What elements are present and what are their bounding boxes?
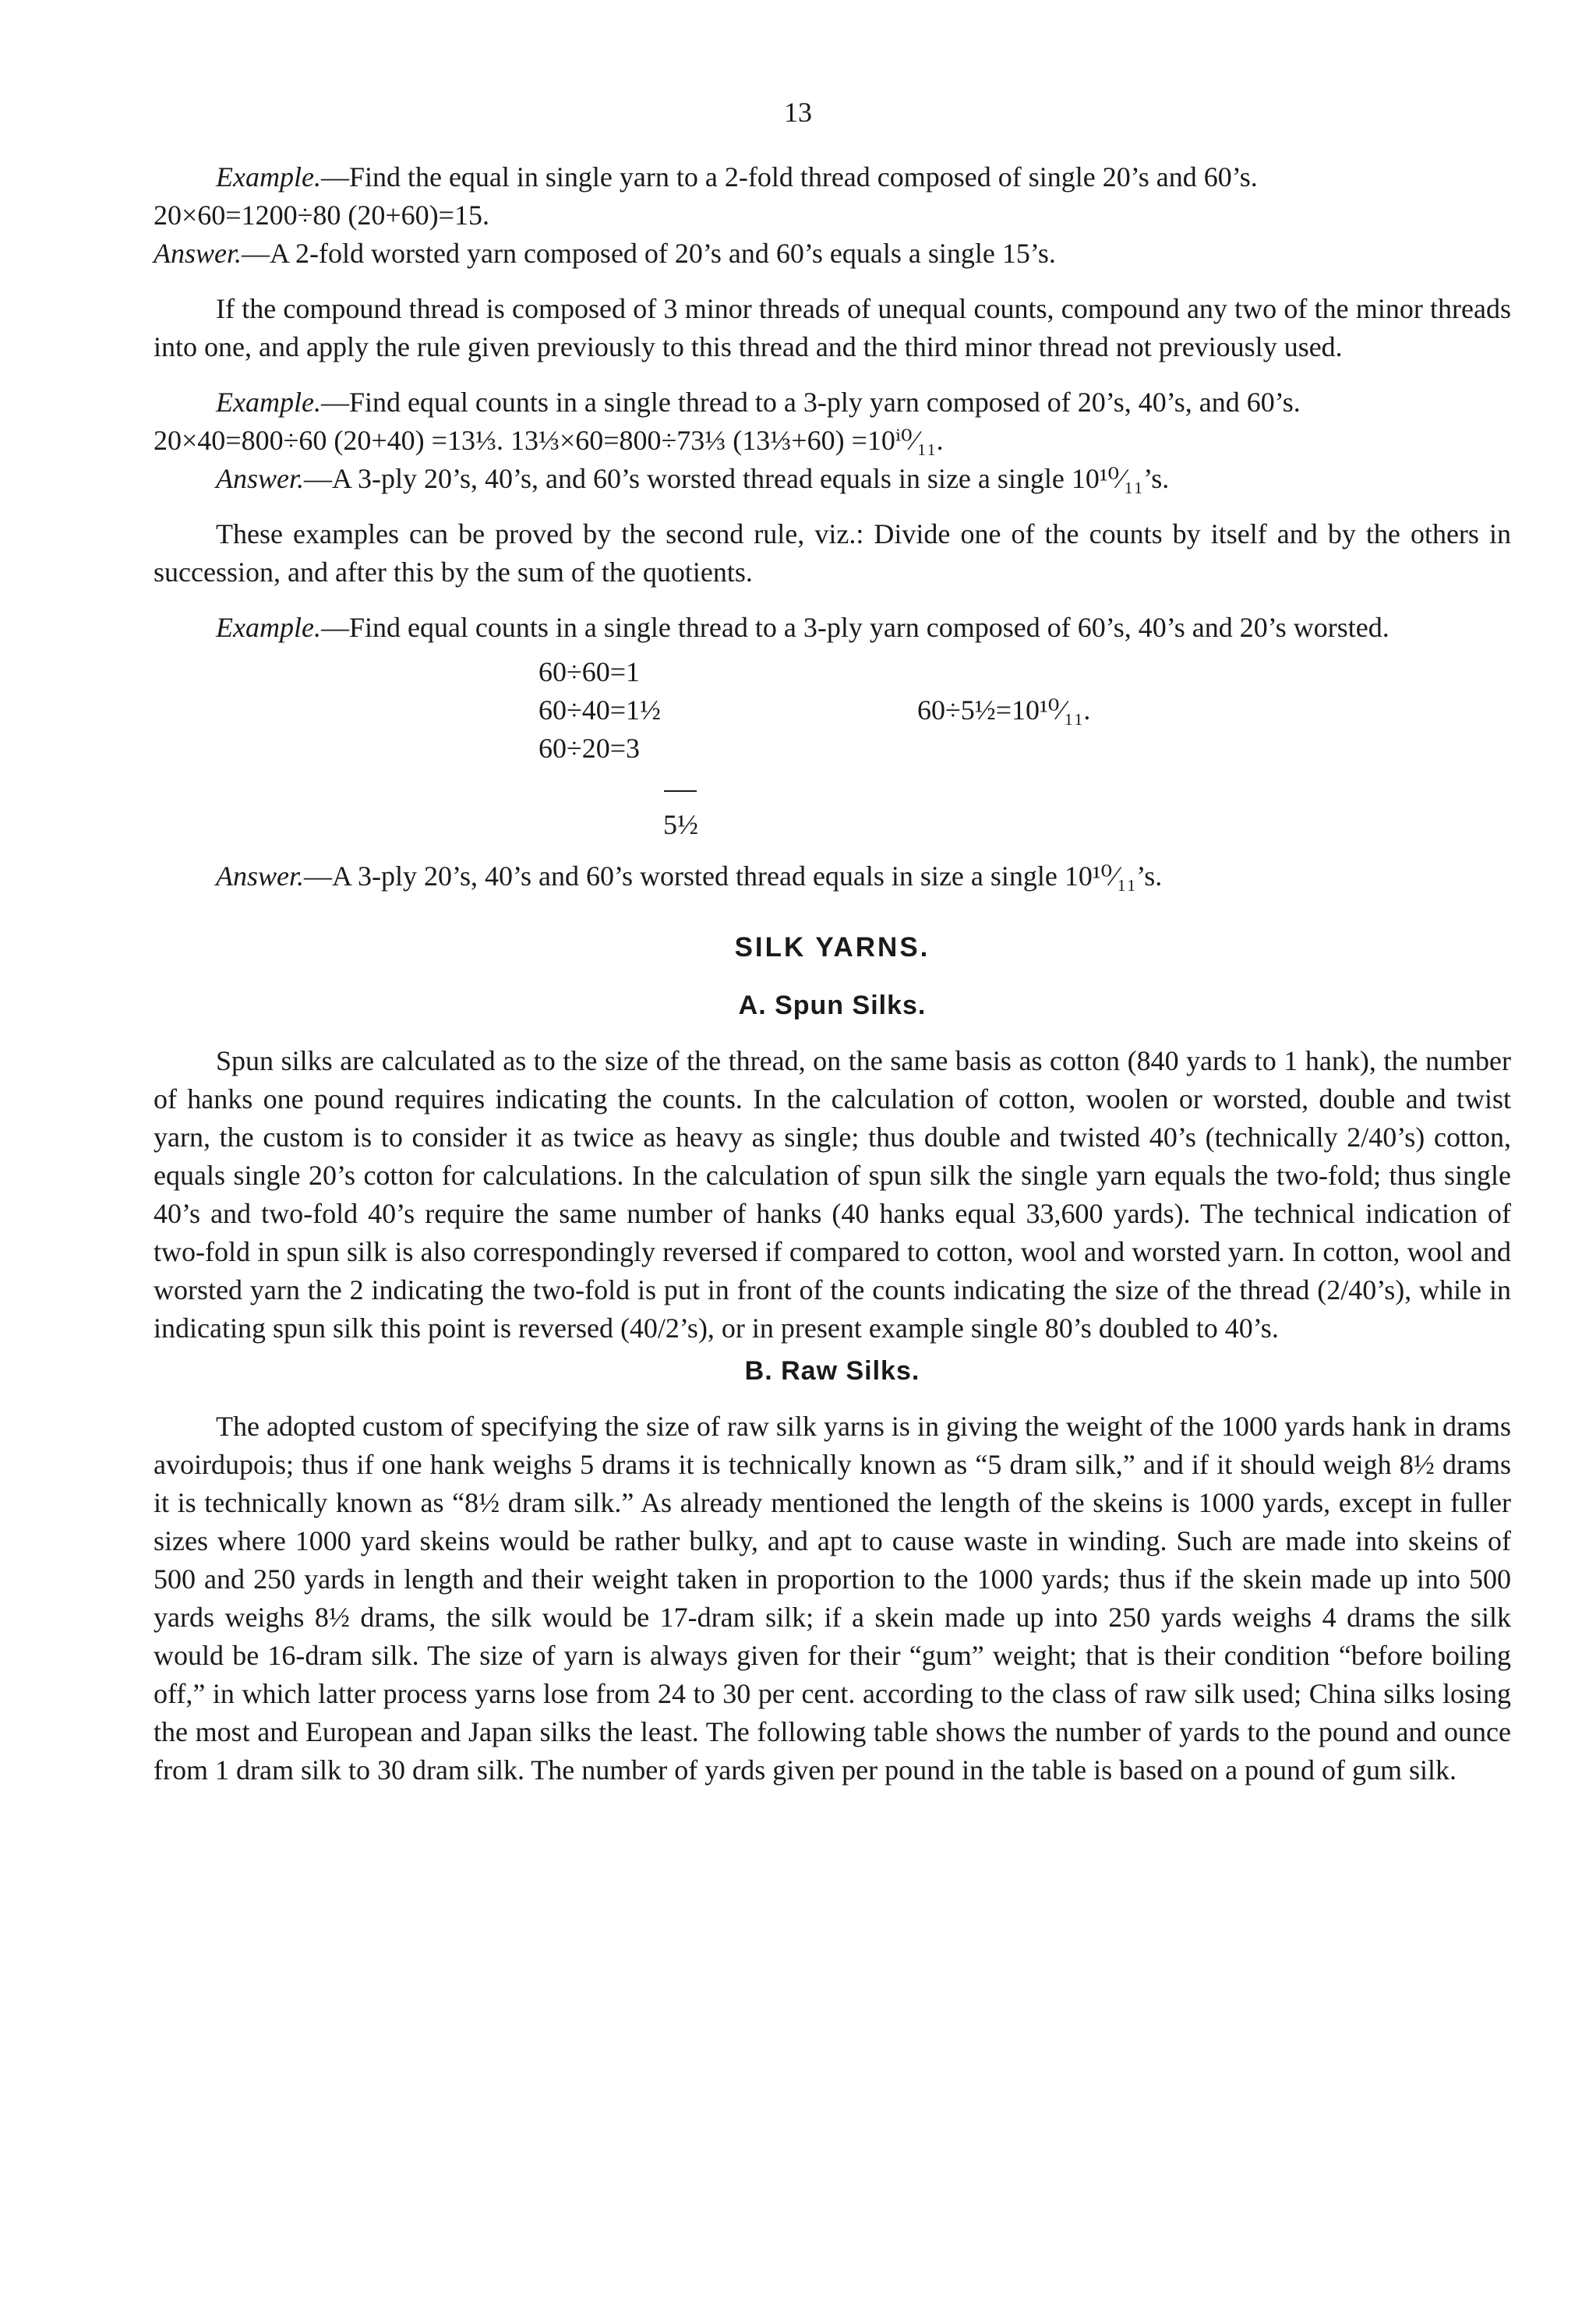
example-2-label: Example. [216, 387, 321, 418]
example-3-answer-label: Answer. [216, 860, 305, 892]
section-title-silk-yarns: SILK YARNS. [734, 932, 930, 963]
example-2-calculation: 20×40=800÷60 (20+40) =13⅓. 13⅓×60=800÷73⅓ (13⅓+60) =10ⁱ⁰⁄₁₁. [154, 425, 944, 456]
calc-sum: 5½ [663, 809, 698, 840]
paragraph-proof-rule: These examples can be proved by the second rule, viz.: Divide one of the counts by itself and by the others in succession, and after this by the sum of the quotients. [154, 518, 1511, 588]
calc-line-3: 60÷20=3 [538, 733, 641, 764]
example-3 [154, 609, 1511, 647]
example-1-label: Example. [216, 161, 321, 193]
example-2 [154, 383, 1511, 422]
calc-side-result: 60÷5½=10¹⁰⁄₁₁. [917, 694, 1091, 726]
example-1-text: —Find the equal in single yarn to a 2-fold thread composed of single 20’s and 60’s. [320, 161, 1258, 193]
example-1-answer-label: Answer. [154, 238, 242, 269]
example-3-answer [154, 857, 1511, 896]
calc-line-1: 60÷60=1 [538, 656, 641, 687]
sum-rule [664, 790, 697, 792]
example-3-text: —Find equal counts in a single thread to a 3-ply yarn composed of 60’s, 40’s and 20’s worsted. [320, 612, 1389, 643]
paragraph-spun-silks: Spun silks are calculated as to the size of the thread, on the same basis as cotton (840 yards to 1 hank), the number of hanks one pound requires indicating the counts. In the calculation of cotton, woolen or worsted, double and twist yarn, the custom is to consider it as twice as heavy as single; thus double and twisted 40’s (technically 2/40’s) cotton, equals single 20’s cotton for calculations. In the calculation of spun silk the single yarn equals the two-fold; thus single 40’s and two-fold 40’s require the same number of hanks (40 hanks equal 33,600 yards). The technical indication of two-fold in spun silk is also correspondingly reversed if compared to cotton, wool and worsted yarn. In cotton, wool and worsted yarn the 2 indicating the two-fold is put in front of the counts indicating the size of the thread (2/40’s), while in indicating spun silk this point is reversed (40/2’s), or in present example single 80’s doubled to 40’s. [154, 1045, 1511, 1344]
example-2-text: —Find equal counts in a single thread to a 3-ply yarn composed of 20’s, 40’s, and 60’s. [320, 387, 1301, 418]
calc-line-2: 60÷40=1½ [538, 694, 662, 726]
example-1 [154, 158, 1511, 196]
example-2-answer [154, 460, 1511, 498]
example-1-answer-text: —A 2-fold worsted yarn composed of 20’s and 60’s equals a single 15’s. [242, 238, 1056, 269]
paragraph-compound-thread: If the compound thread is composed of 3 minor threads of unequal counts, compound any two of the minor threads into one, and apply the rule given previously to this thread and the third minor thread not previously used. [154, 293, 1511, 362]
page-body [154, 158, 1511, 1789]
page-number: 13 [784, 97, 812, 128]
example-2-answer-label: Answer. [216, 463, 305, 494]
example-1-calculation: 20×60=1200÷80 (20+60)=15. [154, 200, 489, 231]
example-2-answer-text: —A 3-ply 20’s, 40’s, and 60’s worsted thread equals in size a single 10¹⁰⁄₁₁’s. [304, 463, 1170, 494]
example-3-answer-text: —A 3-ply 20’s, 40’s and 60’s worsted thread equals in size a single 10¹⁰⁄₁₁’s. [304, 860, 1163, 892]
subsection-title-raw-silks: B. Raw Silks. [744, 1356, 920, 1386]
paragraph-raw-silks: The adopted custom of specifying the size of raw silk yarns is in giving the weight of the 1000 yards hank in drams avoirdupois; thus if one hank weighs 5 drams it is technically known as “5 dram silk,” and if it should weigh 8½ drams it is technically known as “8½ dram silk.” As already mentioned the length of the skeins is 1000 yards, except in fuller sizes where 1000 yard skeins would be rather bulky, and apt to cause waste in winding. Such are made into skeins of 500 and 250 yards in length and their weight taken in proportion to the 1000 yards; thus if the skein made up into 500 yards weighs 8½ drams, the silk would be 17-dram silk; if a skein made up into 250 yards weighs 4 drams the silk would be 16-dram silk. The size of yarn is always given for their “gum” weight; that is their condition “before boiling off,” in which latter process yarns lose from 24 to 30 per cent. according to the class of raw silk used; China silks losing the most and European and Japan silks the least. The following table shows the number of yards to the pound and ounce from 1 dram silk to 30 dram silk. The number of yards given per pound in the table is based on a pound of gum silk. [154, 1411, 1511, 1786]
example-1-answer [154, 235, 1511, 273]
example-3-calculation [154, 653, 1511, 857]
subsection-title-spun-silks: A. Spun Silks. [738, 991, 927, 1020]
example-3-label: Example. [216, 612, 321, 643]
